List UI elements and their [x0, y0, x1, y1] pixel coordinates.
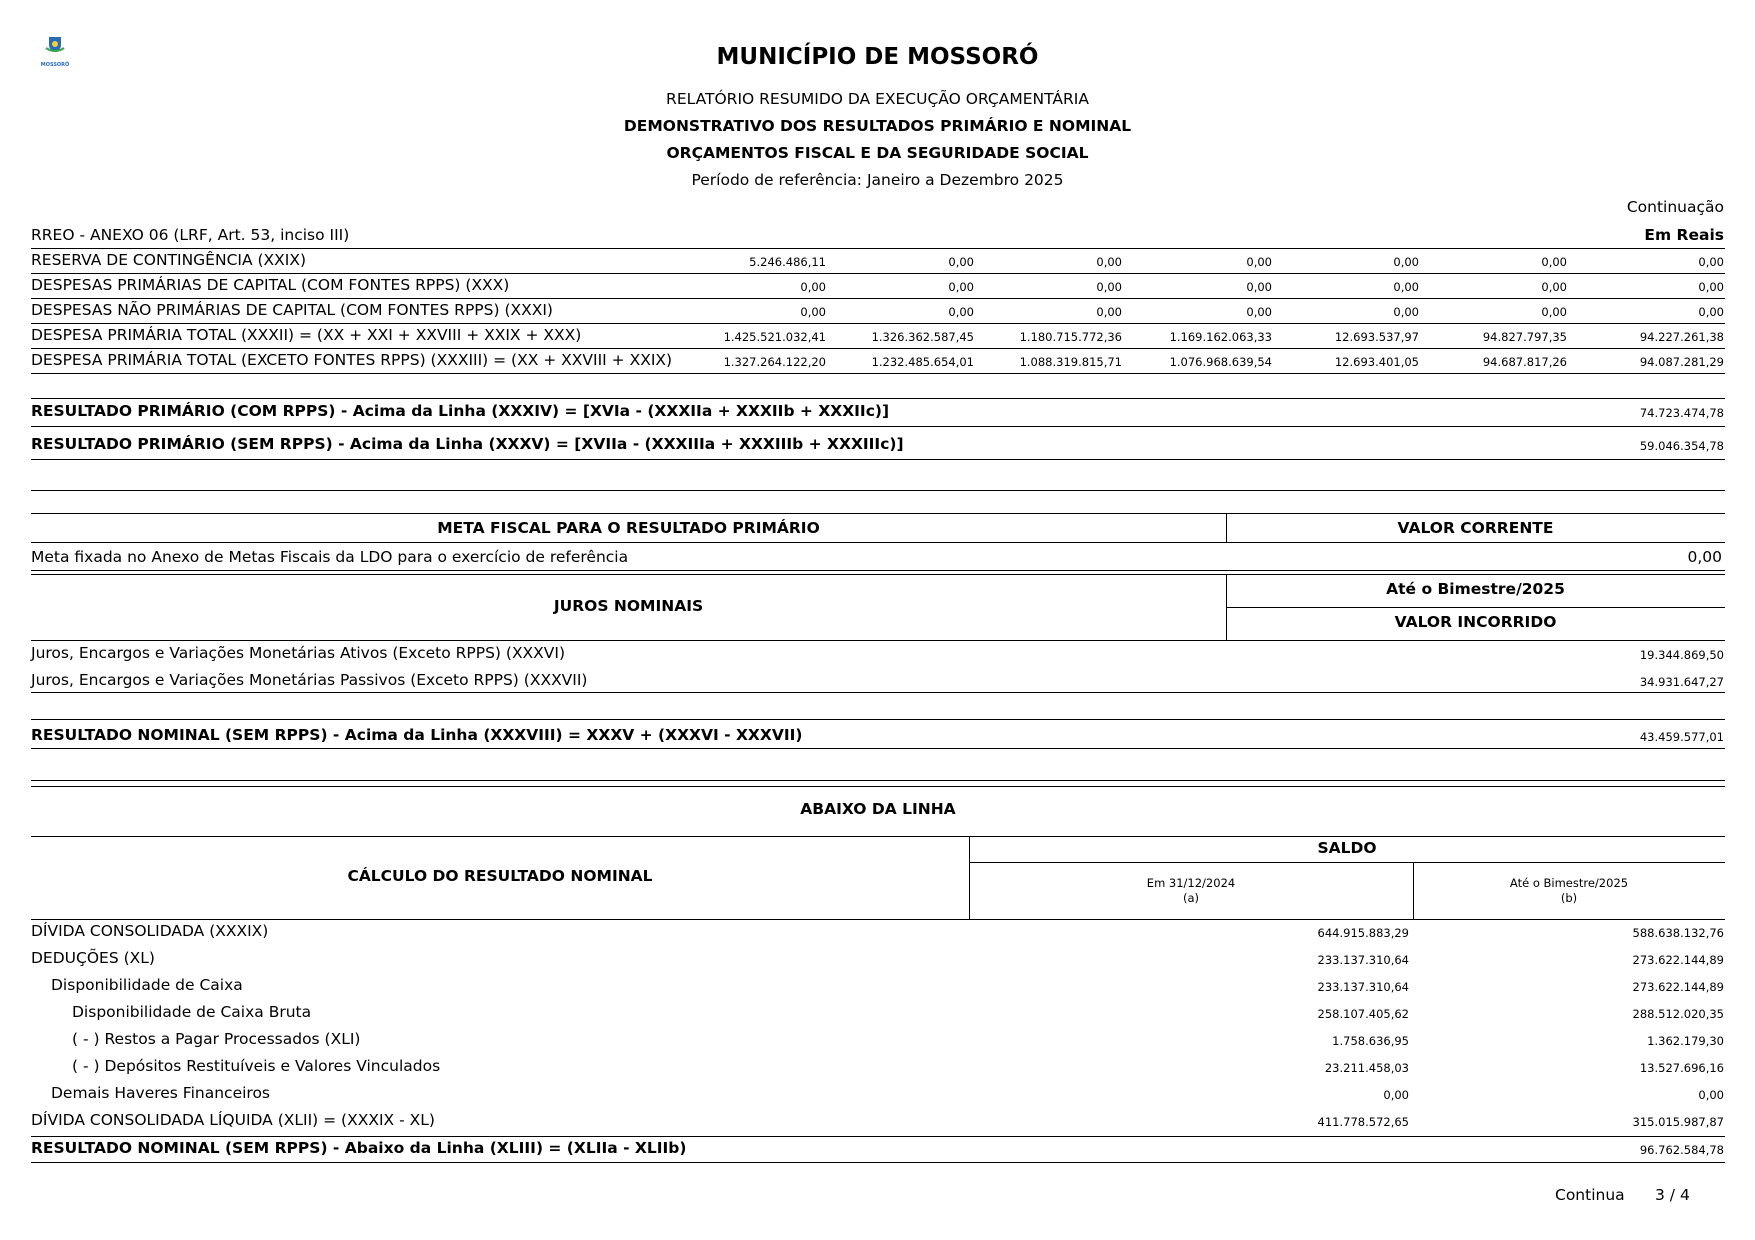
col-b-letter: (b) — [1560, 891, 1578, 905]
divider — [31, 298, 1725, 299]
row-value: 1.326.362.587,45 — [871, 330, 974, 344]
continuation-label: Continuação — [1626, 198, 1724, 216]
row-value: 1.425.521.032,41 — [723, 330, 826, 344]
divider — [31, 373, 1725, 374]
budget-heading: ORÇAMENTOS FISCAL E DA SEGURIDADE SOCIAL — [666, 144, 1089, 162]
list-item-label: Disponibilidade de Caixa Bruta — [72, 1003, 312, 1021]
juros-passivos-label: Juros, Encargos e Variações Monetárias Passivos (Exceto RPPS) (XXXVII) — [31, 671, 588, 689]
juros-passivos-value: 34.931.647,27 — [1639, 675, 1724, 689]
list-item-value-b: 273.622.144,89 — [1632, 980, 1724, 994]
primary-result-with-rpps-value: 74.723.474,78 — [1639, 406, 1724, 420]
meta-fiscal-header: META FISCAL PARA O RESULTADO PRIMÁRIO — [437, 519, 820, 537]
row-value: 1.232.485.654,01 — [871, 355, 974, 369]
list-item-value-a: 233.137.310,64 — [1317, 953, 1409, 967]
row-label: DESPESA PRIMÁRIA TOTAL (EXCETO FONTES RPPS) (XXXIII) = (XX + XXVIII + XXIX) — [31, 351, 673, 369]
juros-nominais-header: JUROS NOMINAIS — [553, 597, 704, 615]
list-item-label: Demais Haveres Financeiros — [51, 1084, 271, 1102]
row-value: 0,00 — [948, 305, 974, 319]
col-a-header — [969, 876, 1413, 906]
row-value: 0,00 — [1698, 255, 1724, 269]
row-label: RESERVA DE CONTINGÊNCIA (XXIX) — [31, 251, 307, 269]
list-item-label: ( - ) Depósitos Restituíveis e Valores Vinculados — [72, 1057, 441, 1075]
list-item-value-a: 644.915.883,29 — [1317, 926, 1409, 940]
row-value: 0,00 — [1096, 255, 1122, 269]
primary-result-without-rpps-value: 59.046.354,78 — [1639, 439, 1724, 453]
row-value: 0,00 — [1393, 280, 1419, 294]
nominal-result-below-label: RESULTADO NOMINAL (SEM RPPS) - Abaixo da Linha (XLIII) = (XLIIa - XLIIb) — [31, 1139, 687, 1157]
valor-corrente-header: VALOR CORRENTE — [1397, 519, 1554, 537]
row-value: 0,00 — [1541, 255, 1567, 269]
calc-nominal-header: CÁLCULO DO RESULTADO NOMINAL — [347, 867, 653, 885]
row-label: DESPESAS NÃO PRIMÁRIAS DE CAPITAL (COM FONTES RPPS) (XXXI) — [31, 301, 553, 319]
list-item-label: DÍVIDA CONSOLIDADA LÍQUIDA (XLII) = (XXXIX - XL) — [31, 1111, 435, 1129]
row-value: 0,00 — [1393, 255, 1419, 269]
divider — [31, 248, 1725, 249]
juros-ativos-value: 19.344.869,50 — [1639, 648, 1724, 662]
list-item-value-b: 1.362.179,30 — [1647, 1034, 1724, 1048]
saldo-header: SALDO — [1317, 839, 1377, 857]
row-value: 0,00 — [1096, 280, 1122, 294]
below-line-title: ABAIXO DA LINHA — [800, 800, 956, 818]
list-item-value-b: 588.638.132,76 — [1632, 926, 1724, 940]
list-item-value-b: 0,00 — [1698, 1088, 1724, 1102]
row-value: 0,00 — [948, 280, 974, 294]
nominal-result-above-value: 43.459.577,01 — [1639, 730, 1724, 744]
col-b-date: Até o Bimestre/2025 — [1509, 876, 1629, 890]
list-item-value-b: 315.015.987,87 — [1632, 1115, 1724, 1129]
list-item-label: ( - ) Restos a Pagar Processados (XLI) — [72, 1030, 361, 1048]
list-item-value-a: 233.137.310,64 — [1317, 980, 1409, 994]
row-value: 0,00 — [1541, 305, 1567, 319]
row-value: 0,00 — [1246, 280, 1272, 294]
row-value: 12.693.537,97 — [1334, 330, 1419, 344]
divider — [31, 273, 1725, 274]
annex-label: RREO - ANEXO 06 (LRF, Art. 53, inciso III) — [31, 226, 350, 244]
col-a-date: Em 31/12/2024 — [1146, 876, 1236, 890]
row-value: 12.693.401,05 — [1334, 355, 1419, 369]
col-a-letter: (a) — [1182, 891, 1200, 905]
list-item-label: DÍVIDA CONSOLIDADA (XXXIX) — [31, 922, 269, 940]
unit-label: Em Reais — [1644, 226, 1724, 244]
row-value: 0,00 — [800, 280, 826, 294]
row-value: 0,00 — [1541, 280, 1567, 294]
valor-incorrido-header: VALOR INCORRIDO — [1394, 613, 1557, 631]
row-value: 0,00 — [1246, 305, 1272, 319]
meta-fiscal-row-label: Meta fixada no Anexo de Metas Fiscais da LDO para o exercício de referência — [31, 548, 629, 566]
list-item-value-b: 273.622.144,89 — [1632, 953, 1724, 967]
page-title: MUNICÍPIO DE MOSSORÓ — [716, 44, 1039, 70]
row-value: 1.076.968.639,54 — [1169, 355, 1272, 369]
nominal-result-below-value: 96.762.584,78 — [1639, 1143, 1724, 1157]
row-value: 5.246.486,11 — [749, 255, 826, 269]
row-value: 0,00 — [800, 305, 826, 319]
row-value: 94.827.797,35 — [1482, 330, 1567, 344]
report-heading: DEMONSTRATIVO DOS RESULTADOS PRIMÁRIO E NOMINAL — [623, 117, 1132, 135]
row-value: 0,00 — [1393, 305, 1419, 319]
list-item-value-b: 13.527.696,16 — [1639, 1061, 1724, 1075]
row-label: DESPESAS PRIMÁRIAS DE CAPITAL (COM FONTES RPPS) (XXX) — [31, 276, 510, 294]
list-item-value-a: 0,00 — [1383, 1088, 1409, 1102]
divider — [31, 323, 1725, 324]
juros-ativos-label: Juros, Encargos e Variações Monetárias Ativos (Exceto RPPS) (XXXVI) — [31, 644, 566, 662]
row-value: 94.687.817,26 — [1482, 355, 1567, 369]
page-number: 3 / 4 — [1655, 1186, 1690, 1204]
list-item-value-b: 288.512.020,35 — [1632, 1007, 1724, 1021]
row-value: 0,00 — [948, 255, 974, 269]
row-value: 1.088.319.815,71 — [1019, 355, 1122, 369]
list-item-label: Disponibilidade de Caixa — [51, 976, 243, 994]
nominal-result-above-label: RESULTADO NOMINAL (SEM RPPS) - Acima da Linha (XXXVIII) = XXXV + (XXXVI - XXXVII) — [31, 726, 803, 744]
row-value: 94.227.261,38 — [1639, 330, 1724, 344]
juros-period-header: Até o Bimestre/2025 — [1386, 580, 1565, 598]
continue-label: Continua — [1555, 1186, 1625, 1204]
reference-period: Período de referência: Janeiro a Dezembro 2025 — [691, 171, 1064, 189]
divider — [31, 348, 1725, 349]
row-value: 1.327.264.122,20 — [723, 355, 826, 369]
row-value: 1.180.715.772,36 — [1019, 330, 1122, 344]
primary-result-with-rpps-label: RESULTADO PRIMÁRIO (COM RPPS) - Acima da Linha (XXXIV) = [XVIa - (XXXIIa + XXXIIb + XXXIIc)] — [31, 402, 890, 420]
row-value: 94.087.281,29 — [1639, 355, 1724, 369]
row-label: DESPESA PRIMÁRIA TOTAL (XXXII) = (XX + XXI + XXVIII + XXIX + XXX) — [31, 326, 582, 344]
row-value: 0,00 — [1096, 305, 1122, 319]
row-value: 0,00 — [1698, 305, 1724, 319]
list-item-label: DEDUÇÕES (XL) — [31, 949, 155, 967]
list-item-value-a: 23.211.458,03 — [1324, 1061, 1409, 1075]
report-subtitle: RELATÓRIO RESUMIDO DA EXECUÇÃO ORÇAMENTÁRIA — [666, 90, 1089, 108]
list-item-value-a: 1.758.636,95 — [1332, 1034, 1409, 1048]
primary-result-without-rpps-label: RESULTADO PRIMÁRIO (SEM RPPS) - Acima da Linha (XXXV) = [XVIIa - (XXXIIIa + XXXIIIb + XXXIIIc)] — [31, 435, 904, 453]
col-b-header — [1413, 876, 1725, 906]
list-item-value-a: 258.107.405,62 — [1317, 1007, 1409, 1021]
logo-text: MOSSORÓ — [40, 62, 70, 68]
list-item-value-a: 411.778.572,65 — [1317, 1115, 1409, 1129]
row-value: 0,00 — [1698, 280, 1724, 294]
row-value: 0,00 — [1246, 255, 1272, 269]
row-value: 1.169.162.063,33 — [1169, 330, 1272, 344]
meta-fiscal-row-value: 0,00 — [1687, 548, 1722, 566]
